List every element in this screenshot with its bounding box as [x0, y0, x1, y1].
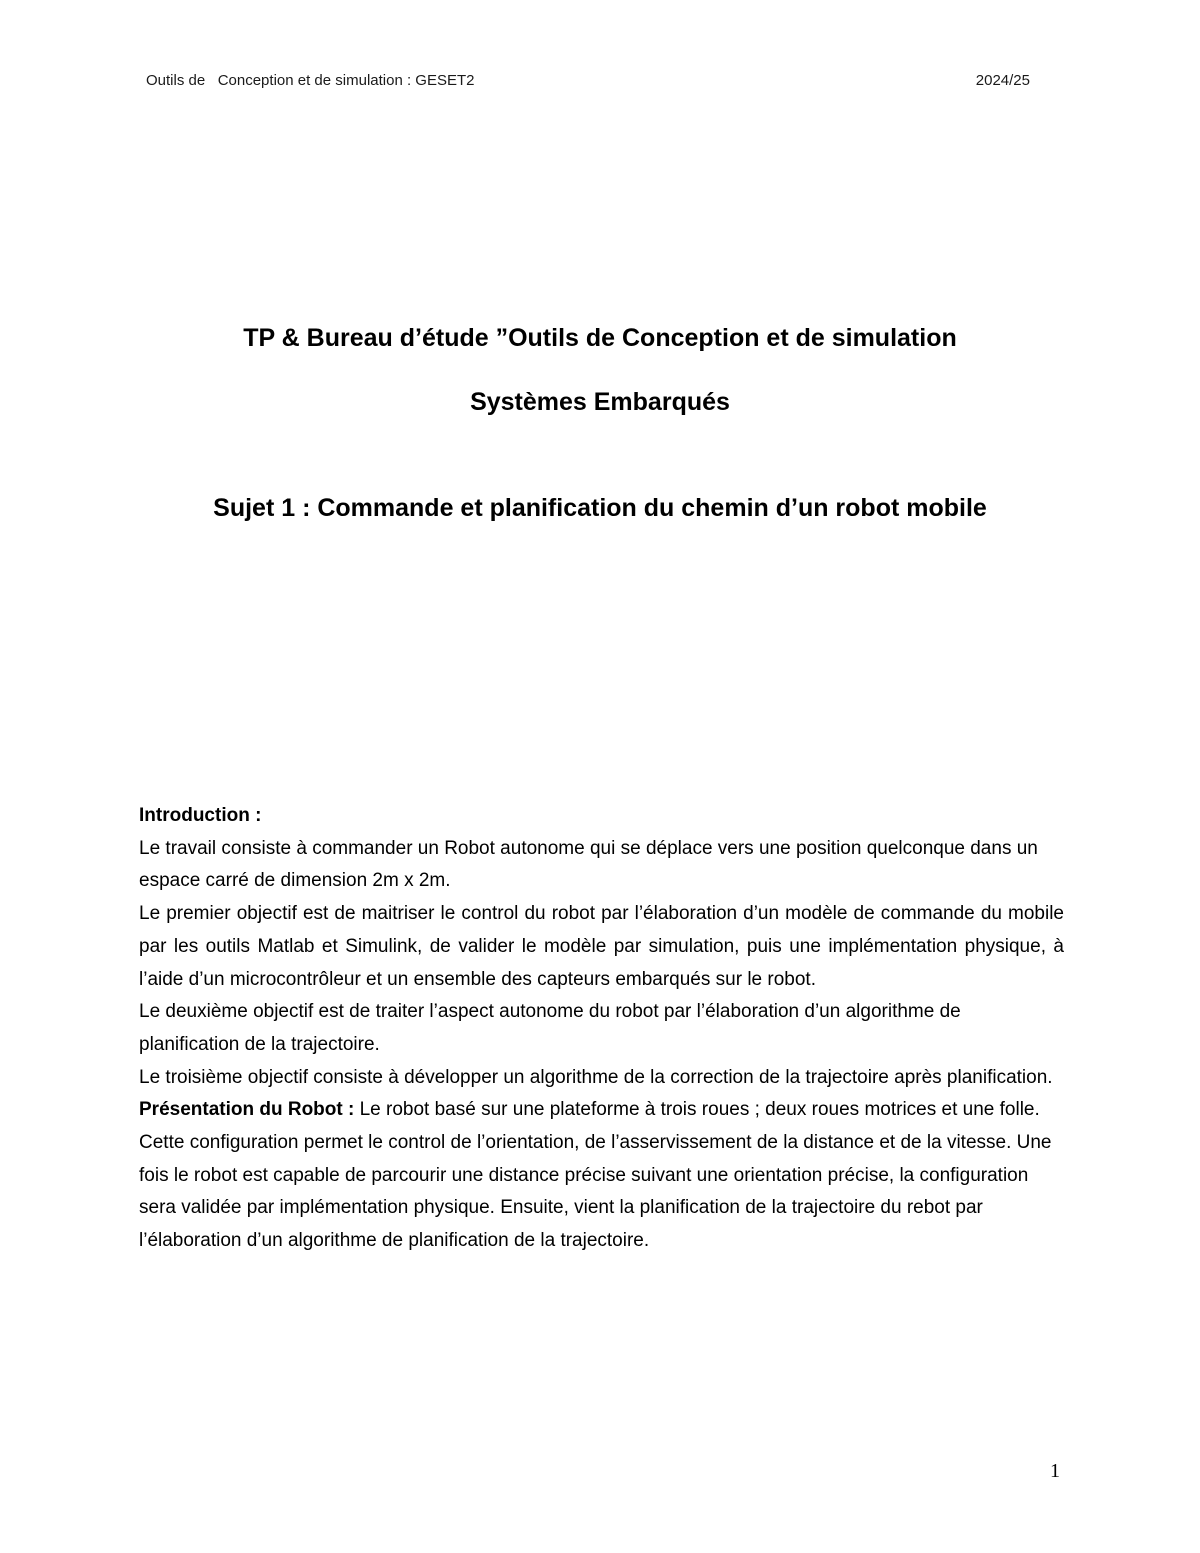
introduction-heading: Introduction : [139, 805, 262, 826]
robot-presentation-text: Le robot basé sur une plateforme à trois roues ; deux roues motrices et une folle. Cette configuration permet le control de l’orientation, de l’asservissement de la distance et de la vitesse. Une fois le robot est capable de parcourir une distance précise suivant une orientation précise, la configuration sera validée par implémentation physique. Ensuite, vient la planification de la trajectoire du rebot par l’élaboration d’un algorithme de planification de la trajectoire. [139, 1099, 1052, 1252]
header-academic-year: 2024/25 [975, 72, 1030, 89]
subject-heading: Sujet 1 : Commande et planification du chemin d’un robot mobile [213, 494, 987, 522]
document-title: TP & Bureau d’étude ”Outils de Conception et de simulation [243, 324, 957, 352]
header-course-title: Outils de Conception et de simulation : GESET2 [146, 72, 475, 89]
paragraph-objective-2: Le deuxième objectif est de traiter l’aspect autonome du robot par l’élaboration d’un algorithme de planification de la trajectoire. [139, 1001, 961, 1055]
page-number: 1 [1050, 1460, 1060, 1482]
paragraph-robot-presentation [139, 1094, 1064, 1258]
paragraph-objective-3: Le troisième objectif consiste à développer un algorithme de la correction de la trajectoire après planification. [139, 1066, 1053, 1088]
paragraph-intro: Le travail consiste à commander un Robot autonome qui se déplace vers une position quelconque dans un espace carré de dimension 2m x 2m. [139, 837, 1038, 892]
document-subtitle: Systèmes Embarqués [470, 388, 730, 416]
document-body [139, 800, 1064, 1258]
robot-presentation-heading: Présentation du Robot : [139, 1099, 355, 1121]
paragraph-objective-1: Le premier objectif est de maitriser le control du robot par l’élaboration d’un modèle de commande du mobile par les outils Matlab et Simulink, de valider le modèle par simulation, puis une implémentation physique, à l’aide d’un microcontrôleur et un ensemble des capteurs embarqués sur le robot. [139, 903, 1064, 990]
